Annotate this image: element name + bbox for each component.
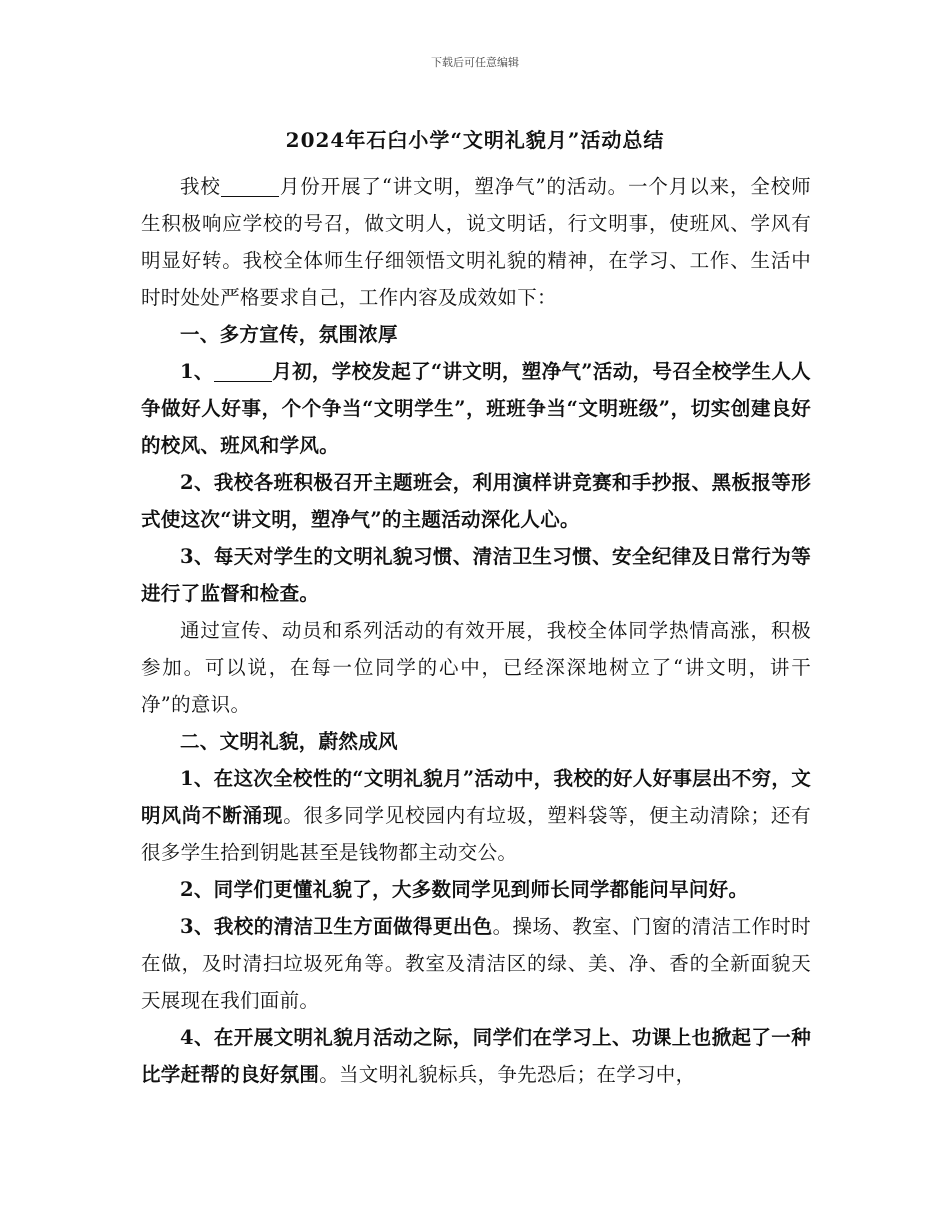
- item-text: 月初，学校发起了“讲文明，塑净气”活动，号召全校学生人人争做好人好事，个个争当“文明学生”，班班争当“文明班级”，切实创建良好的校风、班风和学风。: [141, 360, 811, 457]
- document-body: [141, 168, 811, 1093]
- section1-item3: 3、每天对学生的文明礼貌习惯、清洁卫生习惯、安全纪律及日常行为等进行了监督和检查。: [141, 545, 811, 605]
- item-text: 。操场、教室、门窗的清洁工作时时在做，及时清扫垃圾死角等。教室及清洁区的绿、美、净、香的全新面貌天天展现在我们面前。: [141, 915, 811, 1012]
- section2-item2: 2、同学们更懂礼貌了，大多数同学见到师长同学都能问早问好。: [180, 878, 749, 901]
- intro-text-start: 我校: [180, 175, 221, 198]
- item-bold-text: 3、我校的清洁卫生方面做得更出色: [180, 915, 493, 938]
- fill-blank: [214, 361, 273, 382]
- section1-summary: 通过宣传、动员和系列活动的有效开展，我校全体同学热情高涨，积极参加。可以说，在每一位同学的心中，已经深深地树立了“讲文明，讲干净”的意识。: [141, 619, 811, 716]
- section2-item1: [141, 760, 811, 871]
- item-number: 1、: [180, 360, 214, 383]
- section2-item3: [141, 908, 811, 1019]
- item-bold-text: 4、在开展文明礼貌月活动之际，同学们在学习上、功课上也掀起了一种比学赶帮的良好氛围: [141, 1026, 811, 1086]
- section1-item2: 2、我校各班积极召开主题班会，利用演样讲竞赛和手抄报、黑板报等形式使这次“讲文明，塑净气”的主题活动深化人心。: [141, 471, 811, 531]
- document-title: 2024年石臼小学“文明礼貌月”活动总结: [285, 128, 665, 152]
- item-text: 。很多同学见校园内有垃圾，塑料袋等，便主动清除；还有很多学生拾到钥匙甚至是钱物都主动交公。: [141, 804, 811, 864]
- fill-blank: [221, 176, 280, 197]
- section1-heading: 一、多方宣传，氛围浓厚: [180, 323, 398, 346]
- intro-text-rest: 月份开展了“讲文明，塑净气”的活动。一个月以来，全校师生积极响应学校的号召，做文明人，说文明话，行文明事，使班风、学风有明显好转。我校全体师生仔细领悟文明礼貌的精神，在学习、工作、生活中时时处处严格要求自己，工作内容及成效如下：: [141, 175, 811, 309]
- item-bold-text: 1、在这次全校性的“文明礼貌月”活动中，我校的好人好事层出不穷，文明风尚不断涌现: [141, 767, 811, 827]
- page-header: 下载后可任意编辑: [431, 56, 519, 69]
- section2-item4: [141, 1019, 811, 1093]
- section1-item1: [141, 353, 811, 464]
- intro-paragraph: [141, 168, 811, 316]
- section2-heading: 二、文明礼貌，蔚然成风: [180, 730, 398, 753]
- item-text: 。当文明礼貌标兵，争先恐后；在学习中，: [319, 1063, 696, 1086]
